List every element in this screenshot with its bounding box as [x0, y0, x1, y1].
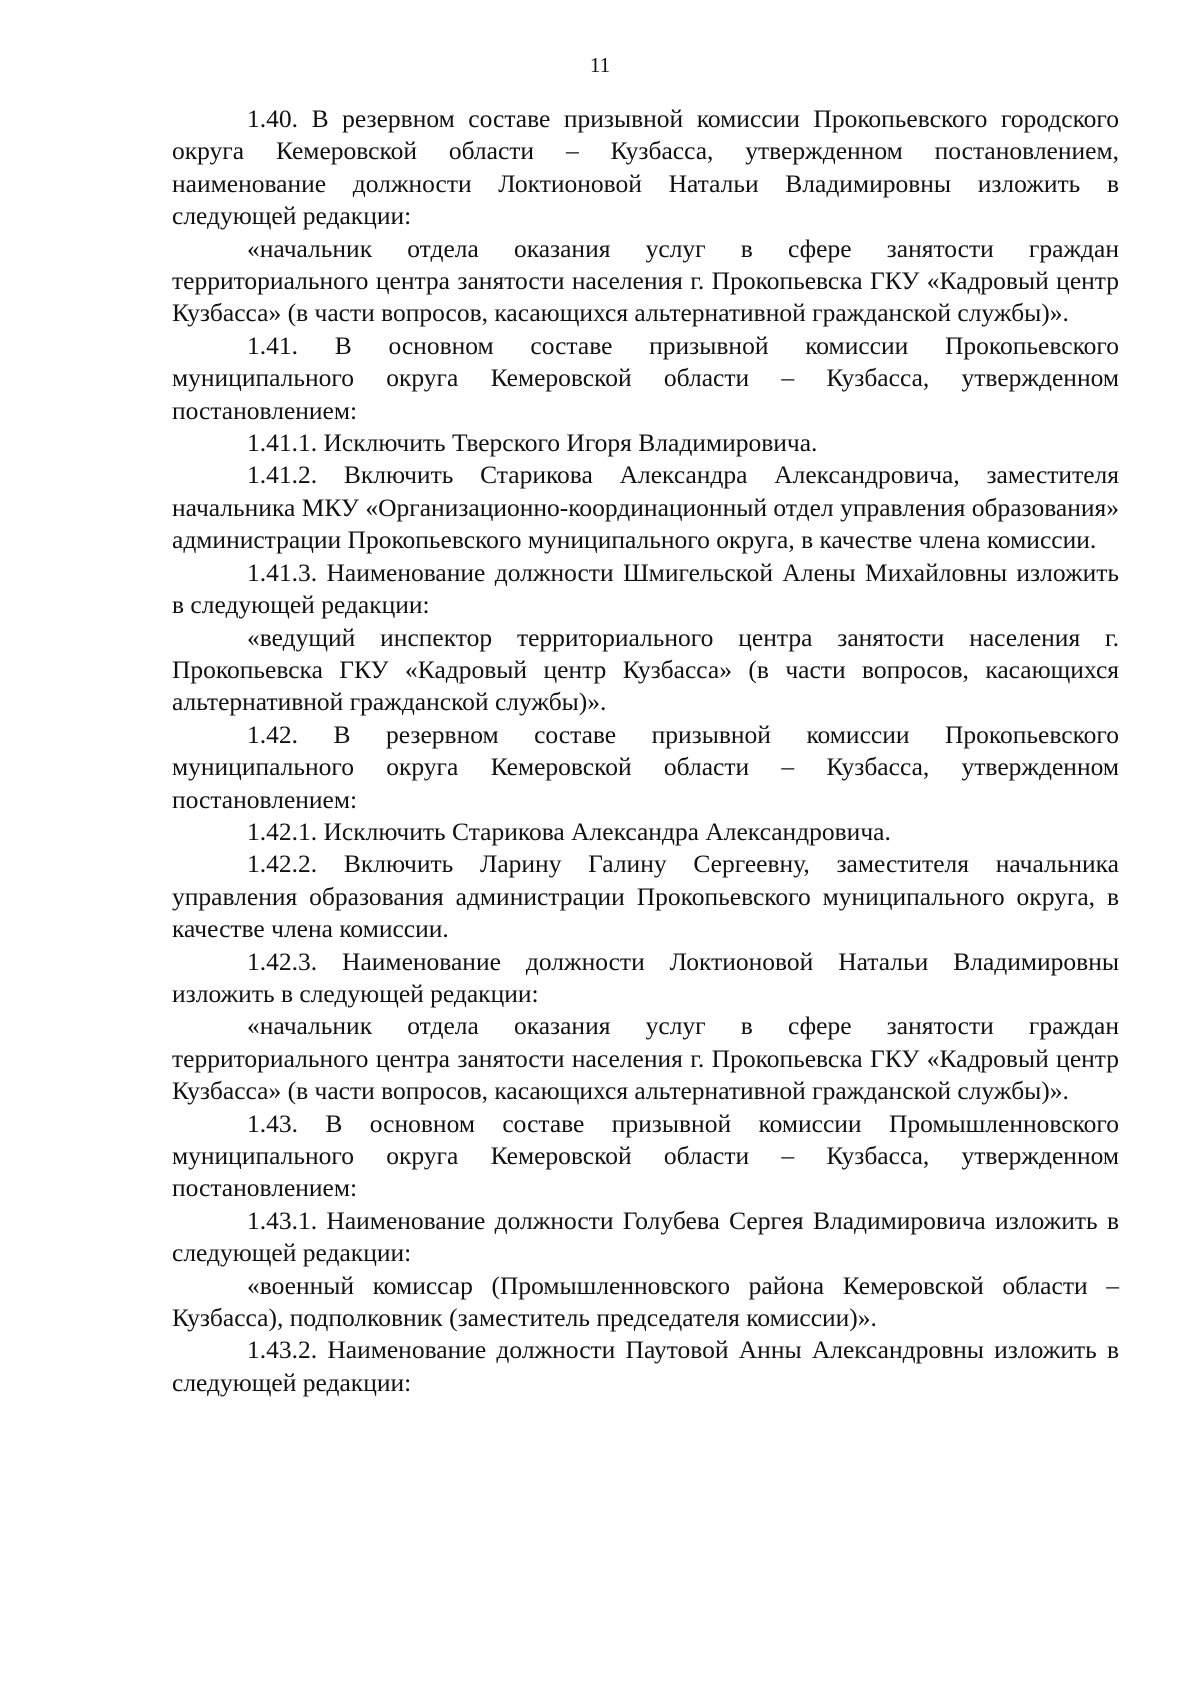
paragraph-1-42-2: 1.42.2. Включить Ларину Галину Сергеевну, заместителя начальника управления образования администрации Прокопьевского муниципального округа, в качестве члена комиссии. [172, 849, 1119, 944]
paragraph-1-43-1-quote: «военный комиссар (Промышленновского района Кемеровской области – Кузбасса), подполковник (заместитель председателя комиссии)». [172, 1270, 1119, 1333]
paragraph-1-41-2: 1.41.2. Включить Старикова Александра Александровича, заместителя начальника МКУ «Организационно-координационный отдел управления образования» администрации Прокопьевского муниципального округа, в качестве члена комиссии. [172, 460, 1119, 555]
paragraph-1-43: 1.43. В основном составе призывной комиссии Промышленновского муниципального округа Кемеровской области – Кузбасса, утвержденном постановлением: [172, 1108, 1119, 1203]
paragraph-1-43-1: 1.43.1. Наименование должности Голубева Сергея Владимировича изложить в следующей редакции: [172, 1205, 1119, 1268]
paragraph-1-43-2: 1.43.2. Наименование должности Паутовой Анны Александровны изложить в следующей редакции: [172, 1335, 1119, 1397]
paragraph-1-40: 1.40. В резервном составе призывной комиссии Прокопьевского городского округа Кемеровской области – Кузбасса, утвержденном постановлением, наименование должности Локтионовой Натальи Владимировны изложить в следующей редакции: [172, 104, 1119, 231]
paragraph-1-41-3: 1.41.3. Наименование должности Шмигельской Алены Михайловны изложить в следующей редакции: [172, 557, 1119, 620]
paragraph-1-41-3-quote: «ведущий инспектор территориального центра занятости населения г. Прокопьевска ГКУ «Кадровый центр Кузбасса» (в части вопросов, касающихся альтернативной гражданской службы)». [172, 622, 1119, 717]
paragraph-1-42-1: 1.42.1. Исключить Старикова Александра Александровича. [247, 816, 891, 846]
paragraph-1-42: 1.42. В резервном составе призывной комиссии Прокопьевского муниципального округа Кемеровской области – Кузбасса, утвержденном постановлением: [172, 719, 1119, 814]
page-number: 11 [589, 53, 611, 77]
paragraph-1-42-3-quote: «начальник отдела оказания услуг в сфере занятости граждан территориального центра занятости населения г. Прокопьевска ГКУ «Кадровый центр Кузбасса» (в части вопросов, касающихся альтернативной гражданской службы)». [172, 1011, 1119, 1106]
paragraph-1-42-3: 1.42.3. Наименование должности Локтионовой Натальи Владимировны изложить в следующей редакции: [172, 946, 1119, 1008]
paragraph-1-40-quote: «начальник отдела оказания услуг в сфере занятости граждан территориального центра занятости населения г. Прокопьевска ГКУ «Кадровый центр Кузбасса» (в части вопросов, касающихся альтернативной гражданской службы)». [172, 233, 1119, 328]
document-body [172, 103, 1119, 1399]
paragraph-1-41-1: 1.41.1. Исключить Тверского Игоря Владимировича. [247, 428, 818, 458]
paragraph-1-41: 1.41. В основном составе призывной комиссии Прокопьевского муниципального округа Кемеровской области – Кузбасса, утвержденном постановлением: [172, 330, 1119, 425]
